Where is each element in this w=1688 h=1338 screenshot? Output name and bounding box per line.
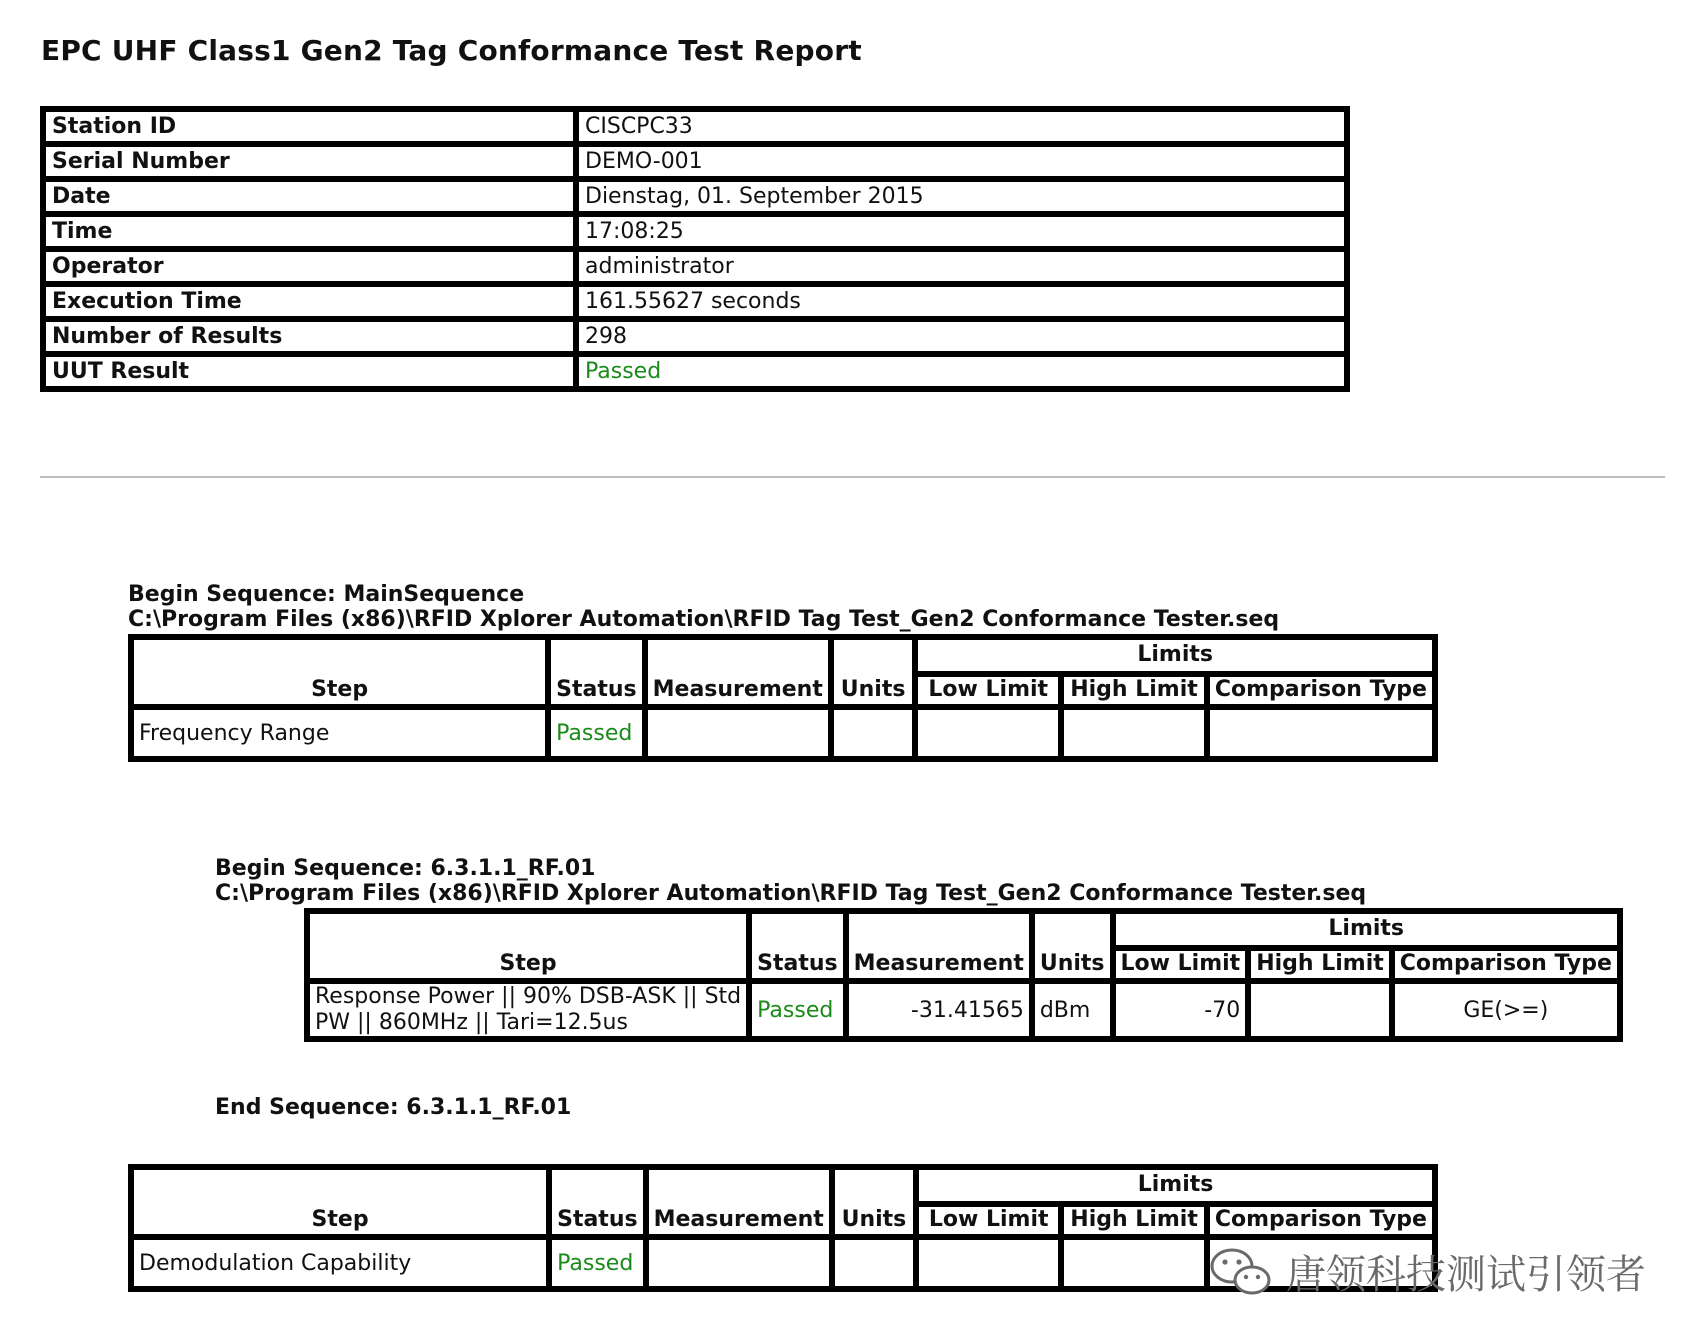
high-limit-value (1248, 981, 1392, 1039)
sequence-file-path: C:\Program Files (x86)\RFID Xplorer Automation\RFID Tag Test_Gen2 Conformance Tester.seq (128, 607, 1280, 632)
col-header-units: Units (832, 1167, 916, 1237)
result-table-main-sequence (128, 634, 1438, 762)
info-row-station-id (43, 109, 1347, 144)
col-header-measurement: Measurement (846, 911, 1032, 981)
info-row-time (43, 214, 1347, 249)
status-badge: Passed (548, 707, 644, 759)
info-label: UUT Result (43, 354, 576, 389)
col-header-status: Status (548, 637, 644, 707)
report-title: EPC UHF Class1 Gen2 Tag Conformance Test Report (41, 34, 862, 67)
station-info-table (40, 106, 1350, 392)
measurement-value (645, 707, 831, 759)
sequence-begin-label: Begin Sequence: MainSequence (128, 582, 525, 607)
measurement-value: -31.41565 (846, 981, 1032, 1039)
table-row (307, 981, 1620, 1039)
info-value: administrator (576, 249, 1347, 284)
info-row-serial-number (43, 144, 1347, 179)
info-row-number-of-results (43, 319, 1347, 354)
col-header-limits: Limits (1113, 911, 1620, 948)
info-value: 17:08:25 (576, 214, 1347, 249)
step-name-line: PW || 860MHz || Tari=12.5us (315, 1010, 628, 1035)
info-label: Station ID (43, 109, 576, 144)
col-header-comparison-type: Comparison Type (1207, 1204, 1435, 1237)
col-header-units: Units (1032, 911, 1113, 981)
col-header-step: Step (131, 637, 548, 707)
sequence-begin-label: Begin Sequence: 6.3.1.1_RF.01 (215, 856, 596, 881)
col-header-comparison-type: Comparison Type (1392, 948, 1620, 981)
status-badge: Passed (749, 981, 845, 1039)
step-name (307, 981, 749, 1039)
low-limit-value (915, 707, 1061, 759)
comparison-type-value: GE(>=) (1392, 981, 1620, 1039)
info-row-execution-time (43, 284, 1347, 319)
section-divider (40, 476, 1665, 478)
info-value: DEMO-001 (576, 144, 1347, 179)
info-value: 298 (576, 319, 1347, 354)
col-header-limits: Limits (915, 637, 1435, 674)
col-header-low-limit: Low Limit (916, 1204, 1061, 1237)
units-value (832, 1237, 916, 1289)
info-value: 161.55627 seconds (576, 284, 1347, 319)
info-label: Operator (43, 249, 576, 284)
col-header-step: Step (307, 911, 749, 981)
table-row (131, 707, 1435, 759)
step-name-line: Response Power || 90% DSB-ASK || Std (315, 984, 742, 1009)
col-header-units: Units (831, 637, 916, 707)
info-value: CISCPC33 (576, 109, 1347, 144)
info-row-uut-result (43, 354, 1347, 389)
sequence-header-main (128, 582, 1279, 632)
col-header-status: Status (549, 1167, 645, 1237)
step-name: Demodulation Capability (131, 1237, 549, 1289)
info-label: Date (43, 179, 576, 214)
uut-result-status: Passed (576, 354, 1347, 389)
units-value: dBm (1032, 981, 1113, 1039)
col-header-high-limit: High Limit (1248, 948, 1392, 981)
col-header-step: Step (131, 1167, 549, 1237)
col-header-low-limit: Low Limit (915, 674, 1061, 707)
col-header-measurement: Measurement (646, 1167, 832, 1237)
col-header-measurement: Measurement (645, 637, 831, 707)
info-label: Execution Time (43, 284, 576, 319)
status-badge: Passed (549, 1237, 645, 1289)
wechat-icon (1208, 1246, 1274, 1298)
col-header-limits: Limits (916, 1167, 1435, 1204)
high-limit-value (1061, 707, 1207, 759)
sequence-file-path: C:\Program Files (x86)\RFID Xplorer Automation\RFID Tag Test_Gen2 Conformance Tester.seq (215, 881, 1367, 906)
result-table-rf01 (304, 908, 1623, 1042)
info-label: Serial Number (43, 144, 576, 179)
measurement-value (646, 1237, 832, 1289)
step-name: Frequency Range (131, 707, 548, 759)
col-header-low-limit: Low Limit (1113, 948, 1249, 981)
info-label: Number of Results (43, 319, 576, 354)
col-header-comparison-type: Comparison Type (1207, 674, 1435, 707)
sequence-end-label: End Sequence: 6.3.1.1_RF.01 (215, 1095, 572, 1120)
high-limit-value (1061, 1237, 1207, 1289)
info-label: Time (43, 214, 576, 249)
watermark (1208, 1243, 1646, 1300)
units-value (831, 707, 916, 759)
info-row-operator (43, 249, 1347, 284)
sequence-header-rf01 (215, 856, 1366, 906)
info-value: Dienstag, 01. September 2015 (576, 179, 1347, 214)
comparison-type-value (1207, 707, 1435, 759)
col-header-status: Status (749, 911, 845, 981)
info-row-date (43, 179, 1347, 214)
col-header-high-limit: High Limit (1061, 1204, 1207, 1237)
low-limit-value: -70 (1113, 981, 1249, 1039)
watermark-text: 唐领科技测试引领者 (1286, 1252, 1646, 1298)
col-header-high-limit: High Limit (1061, 674, 1207, 707)
low-limit-value (916, 1237, 1061, 1289)
